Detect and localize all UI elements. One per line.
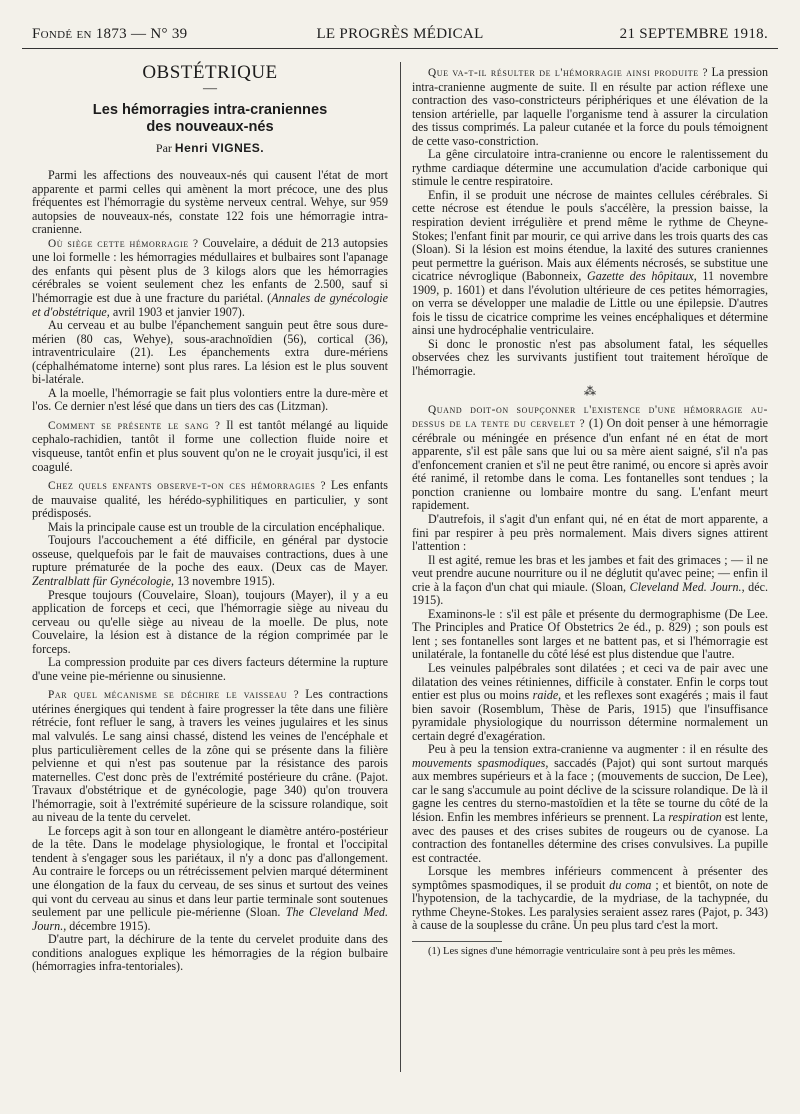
left-column: [32, 62, 389, 974]
section-heading: Que va-t-il résulter de l'hémorragie ainsi produite ?: [428, 67, 709, 79]
paragraph: Mais la principale cause est un trouble de la circulation encéphalique.: [48, 519, 385, 534]
paragraph: La compression produite par ces divers facteurs détermine la rupture d'une veine pie-mérienne ou sinusienne.: [32, 655, 388, 683]
right-column: [412, 66, 768, 958]
paragraph: D'autrefois, il s'agit d'un enfant qui, né en état de mort apparente, a fini par respirer à peu près normalement. Mais divers signes attirent l'attention :: [412, 511, 768, 554]
paragraph: Que va-t-il résulter de l'hémorragie ainsi produite ? La pression intra-cranienne augmente de suite. Il en résulte par action réflexe une contraction des vaso-constricteurs périphériques et une élévation de la tension artérielle, par laquelle l'organisme tend à assurer la circulation des tissus comprimés. La paleur cutanée et la force du pouls témoignent de cette vaso-constriction.: [412, 65, 768, 148]
emphasis: respiration: [668, 809, 722, 824]
footnote-rule: [412, 941, 502, 942]
section-heading: Où siège cette hémorragie ?: [48, 237, 199, 250]
emphasis: raide,: [532, 688, 562, 703]
emphasis: du coma: [609, 877, 652, 892]
rubric-dash: —: [203, 80, 217, 96]
paragraph: Chez quels enfants observe-t-on ces hémorragies ? Les enfants de mauvaise qualité, les hérédo-syphilitiques en particulier, y sont prédisposés.: [32, 478, 388, 521]
paragraph: Peu à peu la tension extra-cranienne va augmenter : il en résulte des mouvements spasmodiques, saccadés (Pajot) qui sont surtout marqués aux membres supérieurs et à la face ; (mouvements de succion, De Lee), car le sang s'accumule au point déclive de la scissure rolandique. De là il gagne les centres du sterno-mastoïdien et la tête se tourne du côté de la lésion. Enfin les membres inférieurs se prennent. La respiration est lente, avec des pauses et des crises subites de rougeurs ou de cyanose. La contraction des fontanelles détermine des crises convulsives. La pupille est contractée.: [412, 742, 768, 865]
section-heading: Par quel mécanisme se déchire le vaisseau ?: [48, 689, 300, 702]
paragraph: Toujours l'accouchement a été difficile, en général par dystocie osseuse, quelquefois par le fait de mauvaises contractions, dues à une rupture prématurée de la poche des eaux. (Deux cas de Mayer. Zentralblatt für Gynécologie, 13 novembre 1915).: [32, 533, 388, 588]
paragraph: D'autre part, la déchirure de la tente du cervelet produite dans des conditions analogues explique les hémorragies de la région bulbaire (hémorragies infra-tentoriales).: [32, 932, 388, 974]
running-header: [32, 26, 768, 46]
title-line-1: Les hémorragies intra-craniennes: [92, 101, 328, 118]
paragraph: Par quel mécanisme se déchire le vaisseau ? Les contractions utérines énergiques qui tendent à faire progresser la tête dans une filière rétrécie, font refluer le sang, à travers les veines jugulaires et les sinus mal valvulés. Le sang ainsi chassé, distend les veines de l'encéphale et plus particulièrement celles de la zône qui se présente dans la filière pelvienne et qui n'est pas soutenue par la résistance des parois maternelles. C'est donc près de l'extrémité postérieure du crâne. (Pajot. Travaux d'obstétrique et de gynécologie, page 340) qu'on trouvera l'hémorragie, soit à l'extrémité supérieure de la scissure rolandique, soit au niveau de la tente du cervelet.: [32, 687, 388, 825]
paragraph: Si donc le pronostic n'est pas absolument fatal, les séquelles observées chez les survivants justifient tout traitement héroïque de l'hémorragie.: [412, 336, 768, 379]
header-date: 21 SEPTEMBRE 1918.: [619, 26, 768, 42]
header-rule: [22, 48, 778, 49]
byline: [32, 142, 388, 156]
emphasis: mouvements spasmodiques,: [412, 755, 549, 770]
asterism: ⁂: [584, 383, 596, 398]
paragraph: Quand doit-on soupçonner l'existence d'une hémorragie au-dessus de la tente du cervelet ? (1) On doit penser à une hémorragie cérébrale ou méningée en présence d'un enfant né en état de mort apparente, s'il est pâle sans que lui ou sa mère aient saigné, s'il n'a pas d'enfoncement cranien et s'il ne peut être ranimé, ou encore si après avoir été ranimé, il retombe dans le coma. Les fontanelles sont tendues ; la ponction cranienne ou lombaire montre du sang. L'enfant meurt rapidement.: [412, 403, 768, 513]
header-founded: Fondé en 1873 — N° 39: [32, 26, 188, 42]
article-title: [32, 102, 388, 136]
section-heading: Chez quels enfants observe-t-on ces hémorragies ?: [48, 480, 327, 493]
paragraph: Au cerveau et au bulbe l'épanchement sanguin peut être sous dure-mérien (80 cas, Wehye), sous-arachnoïdien (56), cortical (36), intraventriculaire (21). Les épanchements extra dure-mériens (céphalhématome interne) sont plus rares. La lésion est le plus souvent bi-latérale.: [32, 318, 388, 387]
paragraph: Comment se présente le sang ? Il est tantôt mélangé au liquide cephalo-rachidien, tantôt il forme une collection fluide noire et visqueuse, tantôt enfin et plus souvent qu'on ne le croyait jusqu'ici, il est coagulé.: [32, 417, 388, 474]
paragraph: Où siège cette hémorragie ? Couvelaire, a déduit de 213 autopsies une loi formelle : les hémorragies médullaires et bulbaires sont l'apanage des enfants qui pèsent plus de 3 kilogs alors que les hémorragies cérébrales se voient seulement chez les enfants de 2.500, sauf si l'hémorragie est due à une fracture du pariétal. (Annales de gynécologie et d'obstétrique, avril 1903 et janvier 1907).: [32, 235, 388, 319]
paragraph: Lorsque les membres inférieurs commencent à présenter des symptômes spasmodiques, il se produit du coma ; et bientôt, on note de l'hypotension, de la tachycardie, de la mydriase, de la tachypnée, du rythme Cheyne-Stokes. Les paralysies seraient assez rares (Pajot, p. 343) à cause de la souplesse du crâne. Un peu plus tard c'est la mort.: [412, 864, 768, 933]
author-name: Henri VIGNES.: [174, 140, 265, 155]
paragraph: Presque toujours (Couvelaire, Sloan), toujours (Mayer), il y a eu application de forceps et ceci, que l'hémorragie siège au niveau du cerveau ou qu'elle siège au niveau de la moelle. De plus, note Couvelaire, la lésion est à distance de la région comprimée par le forceps.: [32, 587, 388, 656]
column-divider: [400, 62, 401, 1072]
section-heading: Quand doit-on soupçonner l'existence d'une hémorragie au-dessus de la tente du cervelet ?: [412, 403, 768, 431]
header-journal-title: LE PROGRÈS MÉDICAL: [316, 26, 484, 42]
footnote: (1) Les signes d'une hémorragie ventriculaire sont à peu près les mêmes.: [428, 945, 736, 957]
paragraph: A la moelle, l'hémorragie se fait plus volontiers entre la dure-mère et l'os. Ce dernier n'est lésé que dans un tiers des cas (Litzman).: [32, 385, 388, 414]
section-rubric: OBSTÉTRIQUE: [142, 62, 278, 83]
citation: Gazette des hôpitaux,: [587, 269, 697, 284]
title-line-2: des nouveaux-nés: [146, 118, 274, 135]
paragraph: Il est agité, remue les bras et les jambes et fait des grimaces ; — il ne veut prendre aucune nourriture ou il ne déglutit qu'avec peine; — enfin il crie à la façon d'un chat qui miaule. (Sloan, Cleveland Med. Journ., déc. 1915).: [412, 552, 768, 608]
citation: Zentralblatt für Gynécologie,: [32, 573, 175, 588]
byline-prefix: Par: [155, 140, 172, 155]
paragraph: Enfin, il se produit une nécrose de maintes cellules cérébrales. Si cette nécrose est étendue le pouls s'accélère, la pression baisse, la respiration devient irrégulière et prend même le rythme de Cheyne-Stokes; l'enfant finit par mourir, ce qui arrive dans les trois quarts des cas (Sloan). Si la lésion est moins étendue, la laxité des sutures craniennes peut permettre la guérison. Mais aux éléments nécrosés, se substitue une cicatrice névroglique (Babonneix, Gazette des hôpitaux, 11 novembre 1909, p. 1601) et dans l'évolution ultérieure de ces petites hémorragies, on verra se développer une maladie de Little ou une épilepsie. D'autres fois le tissu de cicatrice comprime les veines encéphaliques et détermine ainsi une hydrocéphalie ventriculaire.: [412, 187, 768, 338]
paragraph: La gêne circulatoire intra-cranienne ou encore le ralentissement du rythme cardiaque détermine une accumulation d'acide carbonique qui stimule le centre respiratoire.: [412, 147, 768, 189]
paragraph: Examinons-le : s'il est pâle et présente du dermographisme (De Lee. The Principles and Pratice Of Obstetrics 2e éd., p. 829) ; son pouls est lent ; ses fontanelles sont larges et ne battent pas, et si l'hémorragie est unilatérale, la fontanelle du côté lésé est plus distendue que l'autre.: [412, 606, 768, 662]
paragraph: Parmi les affections des nouveaux-nés qui causent l'état de mort apparente et parmi celles qui amènent la mort précoce, une des plus fréquentes est l'hémorragie du système nerveux central. Wehye, sur 959 autopsies de nouveaux-nés, constate 122 fois une hémorragie intra-cranienne.: [32, 168, 388, 237]
citation: The Cleveland Med. Journ.,: [32, 905, 389, 933]
paragraph: Le forceps agit à son tour en allongeant le diamètre antéro-postérieur de la tête. Dans le modelage physiologique, le frontal et l'occipital tendent à s'engager sous les pariétaux, il n'y a donc pas d'allongement. Au contraire le forceps ou un rétrécissement pelvien marqué déterminent une élongation de la faux du cerveau, de ses sinus et surtout des veines qui vont du cerveau au sinus et dans leur partie terminale sont soutenues seulement par une pellicule pie-mérienne (Sloan. The Cleveland Med. Journ., décembre 1915).: [32, 823, 389, 933]
citation: Annales de gynécologie et d'obstétrique,: [32, 291, 388, 319]
section-heading: Comment se présente le sang ?: [48, 419, 221, 432]
citation: Cleveland Med. Journ.,: [629, 579, 745, 594]
paragraph: Les veinules palpébrales sont dilatées ; et ceci va de pair avec une dilatation des veines rétiniennes, difficile à constater. Enfin le corps tout entier est plus ou moins raide, et les reflexes sont exagérés ; mais il faut bien savoir (Rosemblum, Thèse de Paris, 1915) que l'insuffisance pyramidale physiologique du nourrisson détermine normalement un certain degré d'exagération.: [412, 660, 768, 743]
